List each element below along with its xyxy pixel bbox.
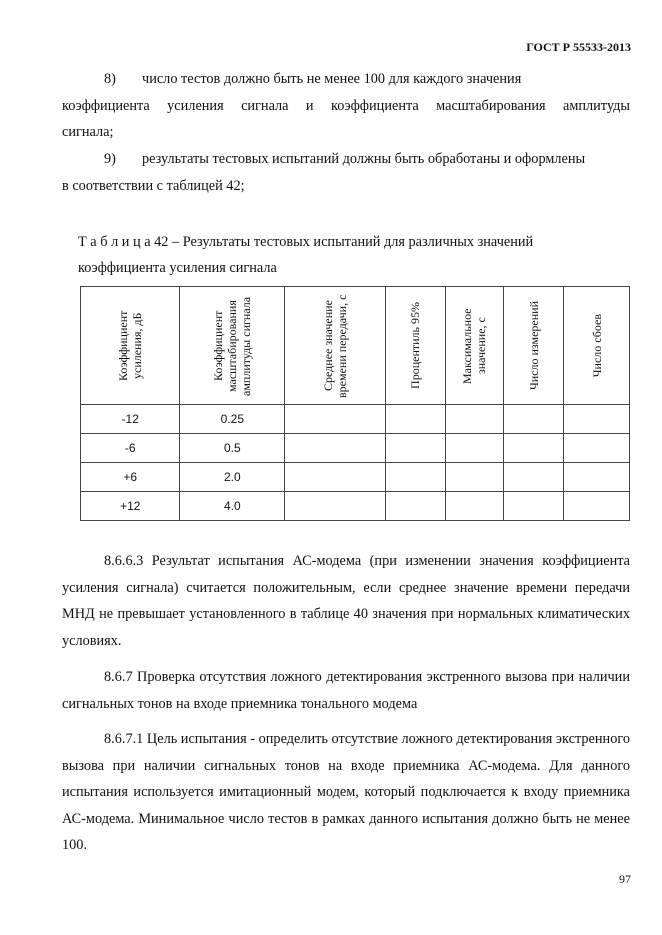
list-item-8 (62, 66, 630, 146)
table-row (81, 463, 630, 492)
column-header-max: Максимальное значение, с (445, 287, 503, 405)
list-item-text-end: сигнала; (62, 124, 114, 140)
cell-max (445, 492, 503, 521)
table-header-row (81, 287, 630, 405)
cell-gain: +12 (81, 492, 180, 521)
list-item-text-cont: в соответствии с таблицей 42; (62, 177, 245, 194)
cell-scale: 4.0 (180, 492, 285, 521)
column-header-gain: Коэффициент усиления, дБ (81, 287, 180, 405)
table-caption (78, 229, 638, 281)
list-item-text: число тестов должно быть не менее 100 для каждого значения (142, 71, 522, 87)
list-item-9 (62, 146, 630, 199)
list-item-text: результаты тестовых испытаний должны быть обработаны и оформлены (142, 151, 586, 167)
table-row (81, 434, 630, 463)
cell-measurements (504, 434, 564, 463)
cell-mean-time (285, 463, 385, 492)
cell-scale: 0.5 (180, 434, 285, 463)
cell-max (445, 405, 503, 434)
table-row (81, 492, 630, 521)
page-number: 97 (619, 872, 631, 886)
cell-gain: -6 (81, 434, 180, 463)
list-item-text-cont: коэффициента усиления сигнала и коэффициента масштабирования амплитуды (62, 97, 630, 114)
paragraph-8-6-7: 8.6.7 Проверка отсутствия ложного детектирования экстренного вызова при наличии сигнальных тонов на входе приемника тонального модема (62, 669, 630, 712)
table-caption-line-2: коэффициента усиления сигнала (78, 260, 277, 276)
cell-percentile (385, 434, 445, 463)
cell-scale: 2.0 (180, 463, 285, 492)
cell-gain: +6 (81, 463, 180, 492)
column-header-mean-time: Среднее значение времени передачи, с (285, 287, 385, 405)
cell-failures (564, 434, 630, 463)
paragraph-8-6-7-1: 8.6.7.1 Цель испытания - определить отсутствие ложного детектирования экстренного вызова при наличии сигнальных тонов на входе приемника АС-модема. Для данного испытания используется имитационный модем, который подключается к входу приемника АС-модема. Минимальное число тестов в рамках данного испытания должно быть не менее 100. (62, 731, 630, 853)
cell-failures (564, 492, 630, 521)
cell-failures (564, 463, 630, 492)
cell-percentile (385, 405, 445, 434)
cell-mean-time (285, 492, 385, 521)
cell-max (445, 463, 503, 492)
cell-percentile (385, 492, 445, 521)
table-caption-line-1: Т а б л и ц а 42 – Результаты тестовых испытаний для различных значений (78, 234, 534, 250)
results-table (80, 286, 630, 521)
cell-measurements (504, 463, 564, 492)
cell-measurements (504, 405, 564, 434)
cell-scale: 0.25 (180, 405, 285, 434)
cell-max (445, 434, 503, 463)
cell-mean-time (285, 405, 385, 434)
column-header-measurements: Число измерений (504, 287, 564, 405)
list-item-number: 9) (104, 151, 116, 167)
list-item-number: 8) (104, 71, 116, 87)
table-row (81, 405, 630, 434)
cell-failures (564, 405, 630, 434)
column-header-percentile: Процентиль 95% (385, 287, 445, 405)
document-code: ГОСТ Р 55533-2013 (526, 40, 631, 54)
column-header-failures: Число сбоев (564, 287, 630, 405)
cell-measurements (504, 492, 564, 521)
cell-percentile (385, 463, 445, 492)
paragraph-8-6-6-3: 8.6.6.3 Результат испытания АС-модема (при изменении значения коэффициента усиления сигнала) считается положительным, если среднее значение времени передачи МНД не превышает установленного в таблице 40 значения при нормальных климатических условиях. (62, 553, 630, 649)
cell-mean-time (285, 434, 385, 463)
column-header-scale: Коэффициент масштабирования амплитуды сигнала (180, 287, 285, 405)
cell-gain: -12 (81, 405, 180, 434)
